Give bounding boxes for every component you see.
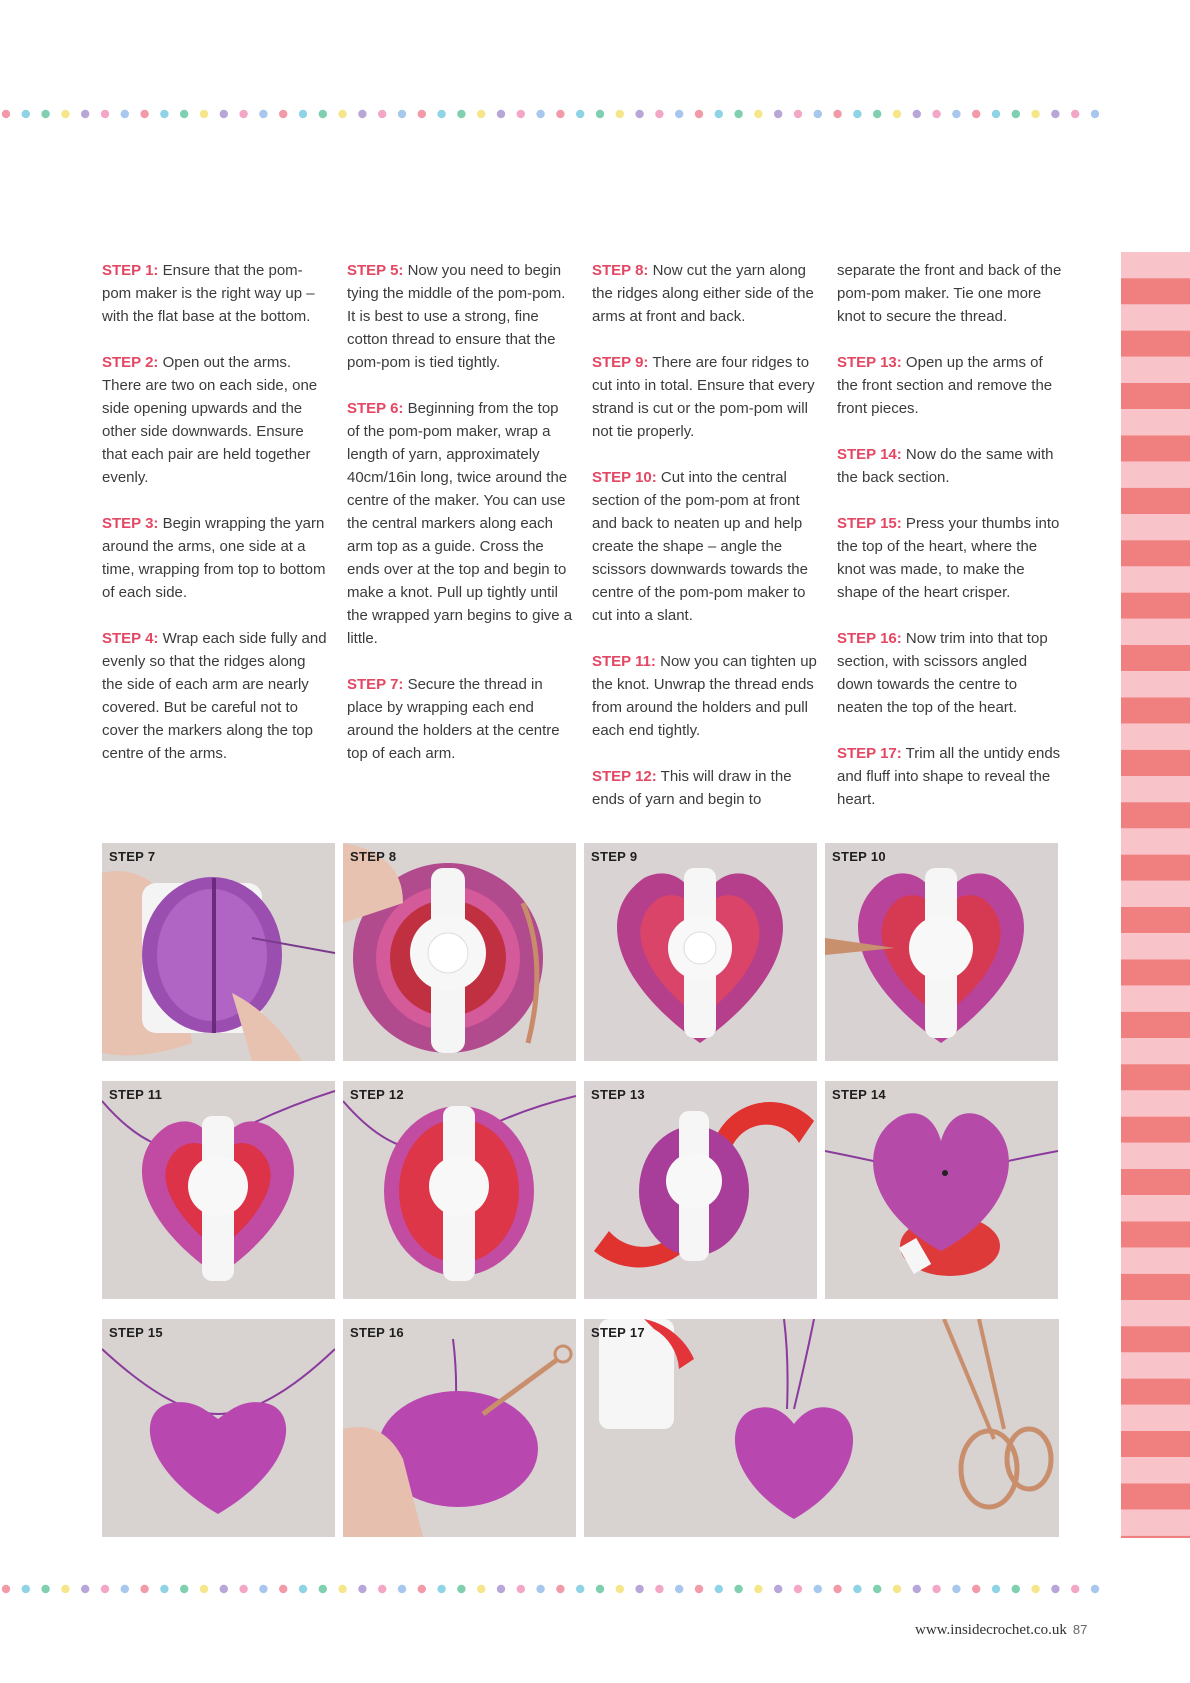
border-dot	[814, 1585, 822, 1593]
side-stripe	[1121, 1038, 1190, 1064]
border-dot	[279, 1585, 287, 1593]
step-label: STEP 6:	[347, 400, 404, 417]
side-stripe	[1121, 383, 1190, 409]
border-dot	[101, 110, 109, 118]
instruction-paragraph	[837, 512, 1065, 604]
instruction-paragraph	[102, 259, 330, 328]
border-dot	[81, 1585, 89, 1593]
instruction-paragraph	[102, 627, 330, 765]
border-dot	[140, 1585, 148, 1593]
photo-step-11	[102, 1081, 335, 1299]
border-dot	[913, 110, 921, 118]
border-dot	[794, 110, 802, 118]
photo-label: STEP 13	[591, 1087, 645, 1102]
step-text: Trim all the untidy ends and fluff into shape to reveal the heart.	[837, 745, 1061, 808]
page-footer	[915, 1622, 1087, 1639]
border-dot	[200, 110, 208, 118]
border-dot	[1091, 1585, 1099, 1593]
border-dot	[398, 1585, 406, 1593]
step-label: STEP 11:	[592, 653, 656, 670]
border-dot	[774, 1585, 782, 1593]
side-stripe	[1121, 462, 1190, 488]
border-dot	[715, 1585, 723, 1593]
step-text: Now you can tighten up the knot. Unwrap the thread ends from around the holders and pull each end tightly.	[592, 653, 817, 739]
border-dot	[457, 1585, 465, 1593]
text-column-2	[347, 259, 575, 788]
photo-step-16	[343, 1319, 576, 1537]
side-stripe	[1121, 1143, 1190, 1169]
border-dot	[655, 1585, 663, 1593]
border-dot	[358, 110, 366, 118]
border-dot	[972, 110, 980, 118]
border-dot	[734, 110, 742, 118]
border-dot	[259, 1585, 267, 1593]
photo-step-10	[825, 843, 1058, 1061]
side-stripe	[1121, 959, 1190, 985]
border-dot	[239, 1585, 247, 1593]
border-dot	[41, 110, 49, 118]
photo-label: STEP 11	[109, 1087, 163, 1102]
border-dot	[734, 1585, 742, 1593]
border-dot	[200, 1585, 208, 1593]
border-dot	[814, 110, 822, 118]
border-dot	[220, 110, 228, 118]
side-stripe	[1121, 1379, 1190, 1405]
photo-step-17	[584, 1319, 1059, 1537]
border-dot	[259, 110, 267, 118]
border-dot	[556, 110, 564, 118]
border-dot	[398, 110, 406, 118]
border-dot	[299, 110, 307, 118]
side-stripe	[1121, 566, 1190, 592]
side-stripe	[1121, 645, 1190, 671]
side-stripe	[1121, 435, 1190, 461]
border-dot	[853, 1585, 861, 1593]
border-dot	[22, 1585, 30, 1593]
side-stripe	[1121, 304, 1190, 330]
step-text: separate the front and back of the pom-pom maker. Tie one more knot to secure the thread.	[837, 262, 1062, 325]
border-dot	[833, 110, 841, 118]
side-stripe	[1121, 409, 1190, 435]
step-label: STEP 9:	[592, 354, 649, 371]
border-dot	[180, 1585, 188, 1593]
border-dot	[754, 110, 762, 118]
photo-label: STEP 15	[109, 1325, 163, 1340]
instruction-paragraph	[837, 351, 1065, 420]
border-dot	[536, 1585, 544, 1593]
border-dot	[180, 110, 188, 118]
step-text: Beginning from the top of the pom-pom maker, wrap a length of yarn, approximately 40cm/16in long, twice around the centre of the maker. You can use the central markers along each arm top as a guide. Cross the ends over at the top and begin to make a knot. Pull up tightly until the wrapped yarn begins to give a little.	[347, 400, 573, 647]
border-dot	[1071, 1585, 1079, 1593]
instruction-paragraph	[837, 627, 1065, 719]
border-dot	[81, 110, 89, 118]
border-dot	[41, 1585, 49, 1593]
step-label: STEP 12:	[592, 768, 657, 785]
side-stripe	[1121, 1195, 1190, 1221]
side-stripe	[1121, 986, 1190, 1012]
step-label: STEP 1:	[102, 262, 159, 279]
border-dot	[873, 110, 881, 118]
border-dot	[774, 110, 782, 118]
side-stripe	[1121, 855, 1190, 881]
instruction-paragraph	[102, 351, 330, 489]
border-dot	[695, 110, 703, 118]
instruction-paragraph	[592, 466, 820, 627]
border-dot	[2, 110, 10, 118]
border-dot	[556, 1585, 564, 1593]
side-stripe	[1121, 1405, 1190, 1431]
step-text: Ensure that the pom-pom maker is the right way up – with the flat base at the bottom.	[102, 262, 315, 325]
side-stripe	[1121, 619, 1190, 645]
border-dot	[220, 1585, 228, 1593]
instruction-paragraph	[837, 259, 1065, 328]
border-dot	[477, 1585, 485, 1593]
step-label: STEP 10:	[592, 469, 657, 486]
side-stripe	[1121, 593, 1190, 619]
side-stripe	[1121, 1064, 1190, 1090]
border-dot	[121, 1585, 129, 1593]
side-stripe	[1121, 697, 1190, 723]
border-dot	[378, 1585, 386, 1593]
border-dot	[299, 1585, 307, 1593]
border-dot	[794, 1585, 802, 1593]
border-dot	[457, 110, 465, 118]
border-dot	[1031, 1585, 1039, 1593]
side-stripe	[1121, 1117, 1190, 1143]
border-dot	[2, 1585, 10, 1593]
border-dot	[61, 1585, 69, 1593]
border-dot	[596, 110, 604, 118]
text-column-4	[837, 259, 1065, 834]
border-dot	[437, 110, 445, 118]
text-column-3	[592, 259, 820, 834]
border-dot	[497, 1585, 505, 1593]
photo-label: STEP 10	[832, 849, 886, 864]
side-stripe	[1121, 1483, 1190, 1509]
side-stripe	[1121, 1326, 1190, 1352]
border-dot	[576, 1585, 584, 1593]
instruction-paragraph	[837, 443, 1065, 489]
side-stripe	[1121, 331, 1190, 357]
border-dot	[1051, 1585, 1059, 1593]
instruction-paragraph	[592, 650, 820, 742]
side-stripe	[1121, 881, 1190, 907]
step-label: STEP 16:	[837, 630, 902, 647]
photo-step-7	[102, 843, 335, 1061]
border-dot	[1012, 1585, 1020, 1593]
border-dot	[893, 110, 901, 118]
instruction-paragraph	[347, 259, 575, 374]
step-text: Open out the arms. There are two on each side, one side opening upwards and the other side downwards. Ensure that each pair are held together evenly.	[102, 354, 318, 486]
dotted-border-top	[0, 108, 1110, 120]
border-dot	[952, 1585, 960, 1593]
border-dot	[576, 110, 584, 118]
border-dot	[635, 110, 643, 118]
border-dot	[913, 1585, 921, 1593]
step-text: Now cut the yarn along the ridges along either side of the arms at front and back.	[592, 262, 814, 325]
border-dot	[517, 110, 525, 118]
side-stripe	[1121, 1536, 1190, 1538]
step-label: STEP 3:	[102, 515, 159, 532]
border-dot	[418, 1585, 426, 1593]
border-dot	[517, 1585, 525, 1593]
photo-label: STEP 16	[350, 1325, 404, 1340]
photo-step-12	[343, 1081, 576, 1299]
border-dot	[873, 1585, 881, 1593]
border-dot	[932, 1585, 940, 1593]
border-dot	[616, 110, 624, 118]
border-dot	[1071, 110, 1079, 118]
side-stripe	[1121, 1457, 1190, 1483]
side-stripe	[1121, 776, 1190, 802]
photo-label: STEP 17	[591, 1325, 645, 1340]
step-label: STEP 13:	[837, 354, 902, 371]
step-label: STEP 15:	[837, 515, 902, 532]
border-dot	[101, 1585, 109, 1593]
step-text: There are four ridges to cut into in total. Ensure that every strand is cut or the pom-pom will not tie properly.	[592, 354, 815, 440]
step-text: Secure the thread in place by wrapping each end around the holders at the centre top of each arm.	[347, 676, 560, 762]
photo-step-14	[825, 1081, 1058, 1299]
step-label: STEP 5:	[347, 262, 404, 279]
border-dot	[140, 110, 148, 118]
step-text: This will draw in the ends of yarn and begin to	[592, 768, 792, 808]
side-stripe	[1121, 278, 1190, 304]
side-stripe	[1121, 1221, 1190, 1247]
step-label: STEP 8:	[592, 262, 649, 279]
border-dot	[616, 1585, 624, 1593]
border-dot	[675, 1585, 683, 1593]
photo-step-15	[102, 1319, 335, 1537]
side-stripe	[1121, 1090, 1190, 1116]
side-stripe	[1121, 1352, 1190, 1378]
border-dot	[61, 110, 69, 118]
photo-step-9	[584, 843, 817, 1061]
border-dot	[972, 1585, 980, 1593]
border-dot	[675, 110, 683, 118]
photo-label: STEP 9	[591, 849, 638, 864]
page-number: 87	[1072, 1622, 1088, 1637]
border-dot	[358, 1585, 366, 1593]
photo-label: STEP 8	[350, 849, 397, 864]
border-dot	[378, 110, 386, 118]
instruction-paragraph	[592, 765, 820, 811]
border-dot	[477, 110, 485, 118]
border-dot	[22, 110, 30, 118]
border-dot	[754, 1585, 762, 1593]
border-dot	[338, 1585, 346, 1593]
instruction-paragraph	[837, 742, 1065, 811]
border-dot	[418, 110, 426, 118]
photo-step-8	[343, 843, 576, 1061]
side-stripe	[1121, 252, 1190, 278]
step-text: Press your thumbs into the top of the heart, where the knot was made, to make the shape of the heart crisper.	[837, 515, 1060, 601]
step-text: Now you need to begin tying the middle of the pom-pom. It is best to use a strong, fine cotton thread to ensure that the pom-pom is tied tightly.	[347, 262, 566, 371]
border-dot	[1012, 110, 1020, 118]
border-dot	[635, 1585, 643, 1593]
border-dot	[121, 110, 129, 118]
border-dot	[437, 1585, 445, 1593]
step-text: Wrap each side fully and evenly so that the ridges along the side of each arm are nearly covered. But be careful not to cover the markers along the top centre of the arms.	[102, 630, 327, 762]
step-label: STEP 14:	[837, 446, 902, 463]
photo-label: STEP 7	[109, 849, 156, 864]
border-dot	[952, 110, 960, 118]
step-label: STEP 2:	[102, 354, 159, 371]
border-dot	[893, 1585, 901, 1593]
side-stripe	[1121, 671, 1190, 697]
text-column-1	[102, 259, 330, 788]
border-dot	[536, 110, 544, 118]
side-stripe	[1121, 907, 1190, 933]
side-stripe	[1121, 750, 1190, 776]
border-dot	[992, 110, 1000, 118]
border-dot	[160, 110, 168, 118]
side-stripe	[1121, 1248, 1190, 1274]
step-text: Open up the arms of the front section and remove the front pieces.	[837, 354, 1053, 417]
border-dot	[497, 110, 505, 118]
instruction-paragraph	[592, 259, 820, 328]
side-stripe	[1121, 933, 1190, 959]
side-stripe	[1121, 828, 1190, 854]
border-dot	[1091, 110, 1099, 118]
dotted-border-bottom	[0, 1583, 1110, 1595]
side-stripe	[1121, 1012, 1190, 1038]
border-dot	[695, 1585, 703, 1593]
step-text: Begin wrapping the yarn around the arms, one side at a time, wrapping from top to bottom of each side.	[102, 515, 326, 601]
border-dot	[319, 1585, 327, 1593]
border-dot	[319, 110, 327, 118]
instruction-paragraph	[592, 351, 820, 443]
side-stripe	[1121, 514, 1190, 540]
instruction-paragraph	[347, 397, 575, 650]
border-dot	[992, 1585, 1000, 1593]
side-stripe	[1121, 357, 1190, 383]
photo-step-13	[584, 1081, 817, 1299]
instruction-paragraph	[102, 512, 330, 604]
side-stripe	[1121, 802, 1190, 828]
side-stripe	[1121, 1169, 1190, 1195]
border-dot	[1051, 110, 1059, 118]
photo-label: STEP 14	[832, 1087, 886, 1102]
side-stripe	[1121, 1431, 1190, 1457]
border-dot	[715, 110, 723, 118]
side-stripe	[1121, 540, 1190, 566]
step-text: Now trim into that top section, with scissors angled down towards the centre to neaten the top of the heart.	[837, 630, 1048, 716]
side-stripe	[1121, 1510, 1190, 1536]
side-stripe	[1121, 488, 1190, 514]
side-stripe	[1121, 1274, 1190, 1300]
border-dot	[239, 110, 247, 118]
border-dot	[338, 110, 346, 118]
instruction-paragraph	[347, 673, 575, 765]
border-dot	[853, 110, 861, 118]
step-label: STEP 17:	[837, 745, 902, 762]
step-label: STEP 7:	[347, 676, 404, 693]
side-stripe	[1121, 724, 1190, 750]
step-text: Cut into the central section of the pom-pom at front and back to neaten up and help create the shape – angle the scissors downwards towards the centre of the pom-pom maker to cut into a slant.	[592, 469, 808, 624]
border-dot	[932, 110, 940, 118]
side-stripe	[1121, 1300, 1190, 1326]
photo-label: STEP 12	[350, 1087, 404, 1102]
border-dot	[279, 110, 287, 118]
border-dot	[833, 1585, 841, 1593]
border-dot	[160, 1585, 168, 1593]
step-text: Now do the same with the back section.	[837, 446, 1054, 486]
step-label: STEP 4:	[102, 630, 159, 647]
border-dot	[1031, 110, 1039, 118]
border-dot	[596, 1585, 604, 1593]
side-stripe-tab	[1121, 252, 1190, 1538]
border-dot	[655, 110, 663, 118]
website-url: www.insidecrochet.co.uk	[915, 1622, 1067, 1638]
